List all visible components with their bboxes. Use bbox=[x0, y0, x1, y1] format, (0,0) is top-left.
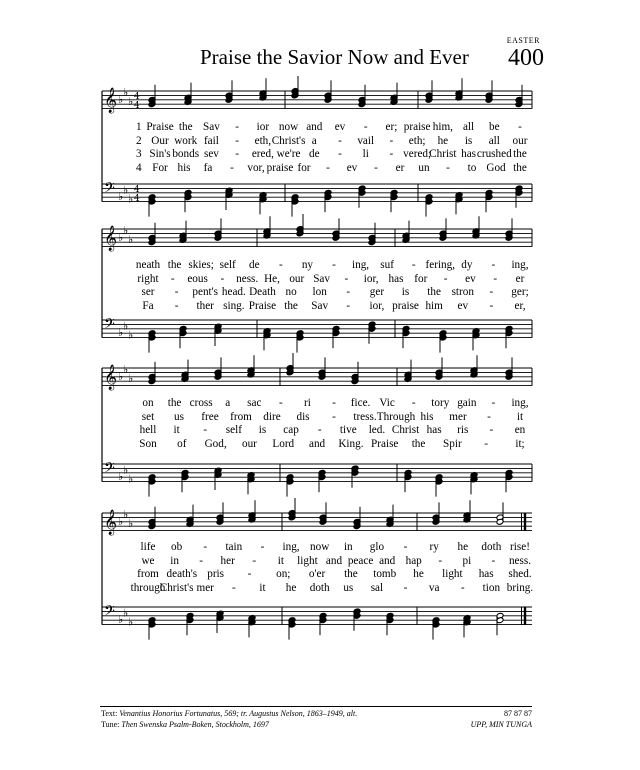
lyric-syllable: is bbox=[258, 424, 267, 437]
lyric-syllable: the bbox=[178, 121, 193, 133]
lyric-syllable: Praise bbox=[371, 437, 399, 450]
lyric-syllable: - bbox=[203, 541, 208, 553]
lyric-syllable: the bbox=[411, 437, 426, 450]
lyric-syllable: eth; bbox=[408, 134, 426, 147]
lyric-line bbox=[0, 438, 640, 452]
lyric-syllable: skies; bbox=[188, 259, 214, 271]
lyric-syllable: de bbox=[309, 148, 320, 161]
flat-icon: ♭ bbox=[123, 224, 129, 238]
lyric-syllable: - bbox=[491, 397, 496, 409]
lyric-syllable: er, bbox=[514, 299, 526, 312]
lyric-syllable: shed. bbox=[508, 568, 532, 581]
lyric-syllable: self bbox=[219, 259, 236, 271]
lyric-syllable: ing, bbox=[282, 541, 300, 553]
lyric-syllable: Sin's bbox=[149, 148, 171, 161]
lyric-syllable: him bbox=[425, 299, 443, 312]
lyric-syllable: - bbox=[484, 437, 489, 450]
flat-icon: ♭ bbox=[128, 233, 134, 246]
lyric-syllable: - bbox=[411, 259, 416, 271]
flat-icon: ♭ bbox=[128, 328, 134, 342]
flat-icon: ♭ bbox=[123, 363, 129, 377]
lyric-syllable: va bbox=[428, 581, 440, 594]
lyric-syllable: has bbox=[461, 148, 477, 161]
lyric-syllable: sal bbox=[370, 581, 384, 594]
lyric-syllable: tomb bbox=[373, 568, 397, 581]
lyric-syllable: - bbox=[403, 581, 408, 594]
lyric-syllable: Death bbox=[249, 286, 276, 299]
lyric-syllable: tain bbox=[225, 541, 243, 553]
lyric-syllable: praise bbox=[266, 161, 294, 174]
lyric-syllable: er; bbox=[385, 121, 398, 133]
lyric-syllable: tive bbox=[339, 424, 357, 437]
lyric-syllable: death's bbox=[166, 568, 198, 581]
lyric-syllable: and bbox=[325, 554, 343, 567]
lyric-syllable: the bbox=[513, 161, 527, 174]
lyric-syllable: - bbox=[493, 272, 498, 285]
lyric-syllable: light bbox=[442, 568, 463, 581]
lyric-syllable: head. bbox=[221, 286, 246, 299]
lyric-line bbox=[0, 259, 640, 273]
lyric-syllable: ior bbox=[256, 121, 270, 133]
lyric-syllable: ev bbox=[346, 161, 358, 174]
lyric-line bbox=[0, 568, 640, 582]
lyric-syllable: - bbox=[344, 272, 349, 285]
flat-icon: ♭ bbox=[128, 95, 134, 108]
bass-clef-icon: 𝄢 bbox=[104, 180, 115, 200]
lyric-syllable: Praise bbox=[248, 299, 277, 312]
lyric-line bbox=[0, 541, 640, 555]
lyric-syllable: ness. bbox=[236, 272, 259, 285]
lyric-syllable: ev bbox=[465, 272, 476, 285]
flat-icon: ♭ bbox=[118, 190, 124, 204]
lyric-syllable: mer bbox=[449, 410, 467, 423]
lyric-syllable: to bbox=[467, 161, 477, 174]
lyric-syllable: it; bbox=[515, 437, 525, 450]
lyric-syllable: all bbox=[462, 121, 475, 133]
lyric-syllable: o'er bbox=[308, 568, 326, 581]
tune-name: UPP, MIN TUNGA bbox=[470, 720, 532, 729]
lyric-line bbox=[0, 135, 640, 149]
lyric-syllable: ing, bbox=[511, 397, 529, 409]
lyric-syllable: for bbox=[297, 161, 311, 174]
treble-clef-icon: 𝄞 bbox=[104, 88, 118, 113]
bass-clef-icon: 𝄢 bbox=[104, 316, 115, 336]
lyric-syllable: bonds bbox=[172, 148, 200, 161]
lyric-syllable: - bbox=[230, 161, 234, 174]
lyric-syllable: a bbox=[225, 397, 231, 409]
lyric-syllable: mer bbox=[196, 581, 214, 594]
lyric-syllable: us bbox=[174, 410, 184, 423]
lyric-syllable: - bbox=[489, 299, 494, 312]
lyric-syllable: neath bbox=[135, 259, 161, 271]
lyric-syllable: - bbox=[460, 581, 465, 594]
lyric-line bbox=[0, 162, 640, 176]
lyric-syllable: dy bbox=[461, 259, 473, 271]
lyric-syllable: Spir bbox=[443, 437, 462, 450]
flat-icon: ♭ bbox=[123, 86, 129, 100]
lyric-syllable: ing, bbox=[511, 259, 529, 271]
lyric-syllable: vered; bbox=[403, 148, 432, 161]
lyric-syllable: - bbox=[199, 554, 204, 567]
lyric-syllable: it bbox=[516, 410, 524, 423]
flat-icon: ♭ bbox=[123, 183, 129, 197]
treble-clef-icon: 𝄞 bbox=[104, 510, 118, 535]
lyric-line bbox=[0, 411, 640, 425]
flat-icon: ♭ bbox=[118, 470, 124, 484]
lyric-syllable: Praise bbox=[146, 121, 174, 133]
season-label: EASTER bbox=[506, 36, 540, 45]
flat-icon: ♭ bbox=[123, 463, 129, 477]
lyric-syllable: eth, bbox=[254, 134, 272, 147]
lyric-syllable: praise bbox=[403, 121, 431, 133]
lyric-syllable: we bbox=[141, 554, 155, 567]
lyric-syllable: it bbox=[259, 581, 266, 594]
lyric-syllable: no bbox=[285, 286, 297, 299]
lyric-syllable: sing. bbox=[223, 299, 245, 312]
lyric-syllable: for bbox=[414, 272, 428, 285]
lyric-syllable: - bbox=[235, 148, 240, 161]
lyric-syllable: dire bbox=[263, 410, 281, 423]
lyric-syllable: - bbox=[443, 272, 448, 285]
lyric-syllable: pris bbox=[207, 568, 225, 581]
lyric-line bbox=[0, 273, 640, 287]
lyric-line bbox=[0, 286, 640, 300]
lyric-syllable: de bbox=[249, 259, 260, 271]
lyric-syllable: dis bbox=[296, 410, 310, 423]
lyric-syllable: stron bbox=[451, 286, 474, 299]
lyric-syllable: - bbox=[317, 424, 322, 437]
lyric-syllable: the bbox=[513, 148, 527, 161]
lyric-syllable: - bbox=[346, 286, 351, 299]
lyric-syllable: - bbox=[389, 134, 394, 147]
lyric-syllable: hap bbox=[405, 554, 422, 567]
lyric-syllable: - bbox=[491, 259, 496, 271]
lyric-syllable: fa bbox=[203, 161, 213, 174]
flat-icon: ♭ bbox=[128, 192, 134, 206]
lyric-syllable: doth bbox=[309, 581, 330, 594]
lyric-syllable: Son bbox=[139, 437, 157, 450]
tune-credit bbox=[101, 720, 269, 729]
lyric-syllable: we're bbox=[276, 148, 301, 161]
lyric-syllable: our bbox=[241, 437, 257, 450]
lyric-syllable: the bbox=[167, 397, 182, 409]
lyric-syllable: our bbox=[512, 134, 528, 147]
lyric-syllable: - bbox=[332, 397, 336, 409]
flat-icon: ♭ bbox=[123, 606, 129, 620]
stanza-number: 3 bbox=[136, 148, 142, 161]
lyric-syllable: ness. bbox=[508, 554, 532, 567]
lyric-syllable: pent's bbox=[192, 286, 219, 299]
hymn-number: 400 bbox=[508, 45, 544, 71]
flat-icon: ♭ bbox=[118, 514, 124, 528]
lyric-syllable: tion bbox=[482, 581, 501, 594]
lyric-syllable: Lord bbox=[272, 437, 295, 450]
lyric-syllable: - bbox=[332, 410, 336, 423]
lyric-syllable: - bbox=[235, 121, 240, 133]
lyric-syllable: right bbox=[137, 272, 159, 285]
lyric-syllable: Sav bbox=[313, 272, 330, 285]
text-credit bbox=[101, 709, 357, 718]
lyric-syllable: set bbox=[141, 410, 155, 423]
lyric-syllable: Through bbox=[376, 410, 416, 423]
lyric-syllable: and bbox=[379, 554, 396, 567]
lyric-syllable: - bbox=[220, 272, 225, 285]
lyric-syllable: vor, bbox=[247, 161, 265, 174]
text-credit-value: Venantius Honorius Fortunatus, 569; tr. Augustus Nelson, 1863–1949, alt. bbox=[119, 709, 358, 718]
lyric-syllable: he bbox=[437, 134, 449, 147]
lyric-syllable: Vic bbox=[379, 397, 395, 409]
lyric-syllable: of bbox=[177, 437, 187, 450]
lyric-syllable: - bbox=[278, 259, 283, 271]
lyric-syllable: - bbox=[487, 410, 491, 423]
lyric-line bbox=[0, 121, 640, 135]
lyric-syllable: - bbox=[346, 299, 351, 312]
lyric-syllable: - bbox=[489, 286, 494, 299]
bass-clef-icon: 𝄢 bbox=[104, 460, 115, 480]
lyric-syllable: ri bbox=[304, 397, 311, 409]
lyric-syllable: suf bbox=[380, 259, 394, 271]
lyric-syllable: the bbox=[427, 286, 441, 299]
lyric-syllable: ered, bbox=[251, 148, 274, 161]
lyric-syllable: For bbox=[152, 161, 168, 174]
lyric-syllable: tress. bbox=[353, 410, 377, 423]
lyric-syllable: - bbox=[174, 286, 179, 299]
lyric-syllable: and bbox=[306, 121, 323, 133]
lyric-syllable: un bbox=[418, 161, 430, 174]
lyric-syllable: ny bbox=[301, 259, 314, 271]
tune-credit-label: Tune: bbox=[101, 720, 120, 729]
lyric-syllable: - bbox=[338, 148, 342, 161]
time-signature: 4 bbox=[134, 92, 140, 102]
lyric-syllable: - bbox=[363, 121, 368, 133]
bass-clef-icon: 𝄢 bbox=[104, 603, 115, 623]
lyric-syllable: - bbox=[338, 134, 342, 147]
lyric-syllable: - bbox=[489, 424, 494, 437]
lyric-syllable: ther bbox=[196, 299, 214, 312]
lyric-syllable: crushed bbox=[476, 148, 512, 161]
lyric-syllable: fering, bbox=[425, 259, 456, 271]
stanza-number: 2 bbox=[136, 134, 142, 147]
lyric-syllable: fail bbox=[203, 134, 219, 147]
lyric-syllable: all bbox=[488, 134, 500, 147]
lyric-syllable: is bbox=[464, 134, 473, 147]
lyric-syllable: fice. bbox=[350, 397, 371, 409]
stanza-number: 1 bbox=[136, 121, 142, 133]
flat-icon: ♭ bbox=[118, 230, 124, 244]
lyric-syllable: - bbox=[174, 299, 179, 312]
lyric-syllable: on; bbox=[276, 568, 291, 581]
lyric-syllable: Our bbox=[151, 134, 169, 147]
lyric-line bbox=[0, 424, 640, 438]
lyric-syllable: a bbox=[311, 134, 317, 147]
lyric-syllable: the bbox=[284, 299, 298, 312]
lyric-syllable: er bbox=[395, 161, 405, 174]
meter: 87 87 87 bbox=[504, 709, 532, 718]
flat-icon: ♭ bbox=[128, 372, 134, 385]
lyric-syllable: sac bbox=[247, 397, 262, 409]
treble-clef-icon: 𝄞 bbox=[104, 226, 118, 251]
lyric-syllable: Christ's bbox=[159, 581, 194, 594]
lyric-syllable: the bbox=[344, 568, 358, 581]
lyric-syllable: it bbox=[277, 554, 284, 567]
footer-rule bbox=[100, 706, 532, 707]
lyric-syllable: - bbox=[491, 554, 496, 567]
lyric-syllable: li bbox=[362, 148, 369, 161]
lyric-syllable: cap bbox=[283, 424, 299, 437]
lyric-syllable: - bbox=[170, 272, 175, 285]
lyric-syllable: from bbox=[230, 410, 252, 423]
flat-icon: ♭ bbox=[128, 472, 134, 486]
lyric-syllable: praise bbox=[392, 299, 419, 312]
lyric-syllable: doth bbox=[481, 541, 502, 553]
lyric-syllable: ger; bbox=[511, 286, 529, 299]
lyric-syllable: rise! bbox=[510, 541, 530, 553]
flat-icon: ♭ bbox=[118, 613, 124, 627]
lyric-syllable: eous bbox=[187, 272, 208, 285]
lyric-syllable: - bbox=[446, 161, 450, 174]
lyric-syllable: er bbox=[515, 272, 525, 285]
lyric-syllable: - bbox=[231, 581, 236, 594]
flat-icon: ♭ bbox=[118, 369, 124, 383]
flat-icon: ♭ bbox=[118, 92, 124, 106]
hymn-title: Praise the Savior Now and Ever bbox=[200, 45, 469, 69]
lyric-syllable: He, bbox=[264, 272, 280, 285]
lyric-syllable: pi bbox=[462, 554, 472, 567]
lyric-syllable: his bbox=[177, 161, 191, 174]
lyric-syllable: in bbox=[343, 541, 353, 553]
lyric-syllable: her bbox=[220, 554, 235, 567]
time-signature: 4 bbox=[134, 185, 140, 195]
lyric-syllable: - bbox=[326, 161, 330, 174]
tune-credit-value: Then Swenska Psalm-Boken, Stockholm, 1697 bbox=[121, 720, 269, 729]
lyric-syllable: King. bbox=[338, 437, 364, 450]
lyric-syllable: now bbox=[278, 121, 299, 133]
lyric-syllable: ry bbox=[429, 541, 439, 553]
lyric-syllable: God bbox=[486, 161, 506, 174]
lyric-syllable: from bbox=[137, 568, 159, 581]
lyric-syllable: ior, bbox=[363, 272, 379, 285]
lyric-syllable: he bbox=[285, 581, 297, 594]
lyric-syllable: it bbox=[173, 424, 180, 437]
lyric-syllable: through bbox=[130, 581, 166, 594]
lyric-syllable: Christ bbox=[391, 424, 420, 437]
treble-clef-icon: 𝄞 bbox=[104, 365, 118, 390]
lyric-syllable: ing, bbox=[352, 259, 370, 271]
lyric-syllable: Sav bbox=[311, 299, 329, 312]
stanza-number: 4 bbox=[136, 161, 142, 174]
lyric-syllable: now bbox=[310, 541, 330, 553]
lyric-syllable: be bbox=[489, 121, 500, 133]
lyric-syllable: in bbox=[170, 554, 179, 567]
lyric-syllable: him, bbox=[432, 121, 453, 133]
lyric-syllable: - bbox=[374, 161, 378, 174]
lyric-syllable: ob bbox=[171, 541, 183, 553]
lyric-syllable: en bbox=[514, 424, 526, 437]
lyric-syllable: lon bbox=[312, 286, 327, 299]
lyric-syllable: our bbox=[289, 272, 305, 285]
lyric-syllable: is bbox=[401, 286, 410, 299]
lyric-syllable: God, bbox=[204, 437, 227, 450]
lyric-syllable: free bbox=[201, 410, 219, 423]
lyric-syllable: - bbox=[518, 121, 522, 133]
lyric-syllable: - bbox=[203, 424, 208, 437]
lyric-syllable: work bbox=[174, 134, 198, 147]
text-credit-label: Text: bbox=[101, 709, 118, 718]
lyric-syllable: Christ bbox=[429, 148, 457, 161]
lyric-syllable: has bbox=[388, 272, 404, 285]
lyric-syllable: - bbox=[260, 541, 265, 553]
lyric-syllable: bring. bbox=[506, 581, 534, 594]
lyric-syllable: sev bbox=[203, 148, 219, 161]
lyric-syllable: the bbox=[167, 259, 182, 271]
lyric-syllable: on bbox=[142, 397, 154, 409]
flat-icon: ♭ bbox=[118, 326, 124, 340]
lyric-syllable: light bbox=[297, 554, 318, 567]
time-signature: 4 bbox=[134, 101, 140, 111]
lyric-syllable: - bbox=[389, 148, 394, 161]
lyric-syllable: vail bbox=[357, 134, 375, 147]
flat-icon: ♭ bbox=[123, 508, 129, 522]
lyric-line bbox=[0, 555, 640, 569]
lyric-syllable: Sav bbox=[203, 121, 220, 133]
lyric-syllable: - bbox=[235, 134, 240, 147]
lyric-syllable: - bbox=[247, 568, 252, 581]
lyric-line bbox=[0, 582, 640, 596]
lyric-syllable: - bbox=[332, 259, 336, 271]
lyric-syllable: led. bbox=[368, 424, 386, 437]
lyric-line bbox=[0, 300, 640, 314]
lyric-syllable: peace bbox=[347, 554, 374, 567]
lyric-syllable: he bbox=[413, 568, 424, 581]
lyric-syllable: us bbox=[343, 581, 354, 594]
time-signature: 4 bbox=[134, 194, 140, 204]
lyric-syllable: Christ's bbox=[271, 134, 306, 147]
lyric-syllable: life bbox=[140, 541, 156, 553]
lyric-syllable: gain bbox=[457, 397, 477, 409]
lyric-syllable: hell bbox=[139, 424, 157, 437]
lyric-syllable: ris bbox=[457, 424, 469, 437]
lyric-syllable: ger bbox=[369, 286, 385, 299]
lyric-syllable: he bbox=[457, 541, 469, 553]
lyric-syllable: - bbox=[411, 397, 416, 409]
lyric-syllable: - bbox=[438, 554, 443, 567]
lyric-syllable: his bbox=[420, 410, 434, 423]
flat-icon: ♭ bbox=[128, 517, 134, 530]
lyric-syllable: ev bbox=[457, 299, 469, 312]
lyric-syllable: - bbox=[403, 541, 408, 553]
lyric-syllable: ser bbox=[141, 286, 155, 299]
lyric-syllable: and bbox=[309, 437, 326, 450]
lyric-syllable: Fa bbox=[142, 299, 154, 312]
lyric-syllable: has bbox=[426, 424, 442, 437]
lyric-syllable: - bbox=[252, 554, 257, 567]
lyric-syllable: ior, bbox=[369, 299, 385, 312]
lyric-syllable: tory bbox=[431, 397, 450, 409]
lyric-syllable: has bbox=[478, 568, 494, 581]
flat-icon: ♭ bbox=[128, 615, 134, 629]
lyric-syllable: cross bbox=[189, 397, 213, 409]
flat-icon: ♭ bbox=[123, 319, 129, 333]
lyric-syllable: glo bbox=[369, 541, 385, 553]
lyric-line bbox=[0, 148, 640, 162]
lyric-syllable: ev bbox=[334, 121, 346, 133]
lyric-line bbox=[0, 397, 640, 411]
lyric-syllable: - bbox=[278, 397, 283, 409]
lyric-syllable: self bbox=[225, 424, 242, 437]
